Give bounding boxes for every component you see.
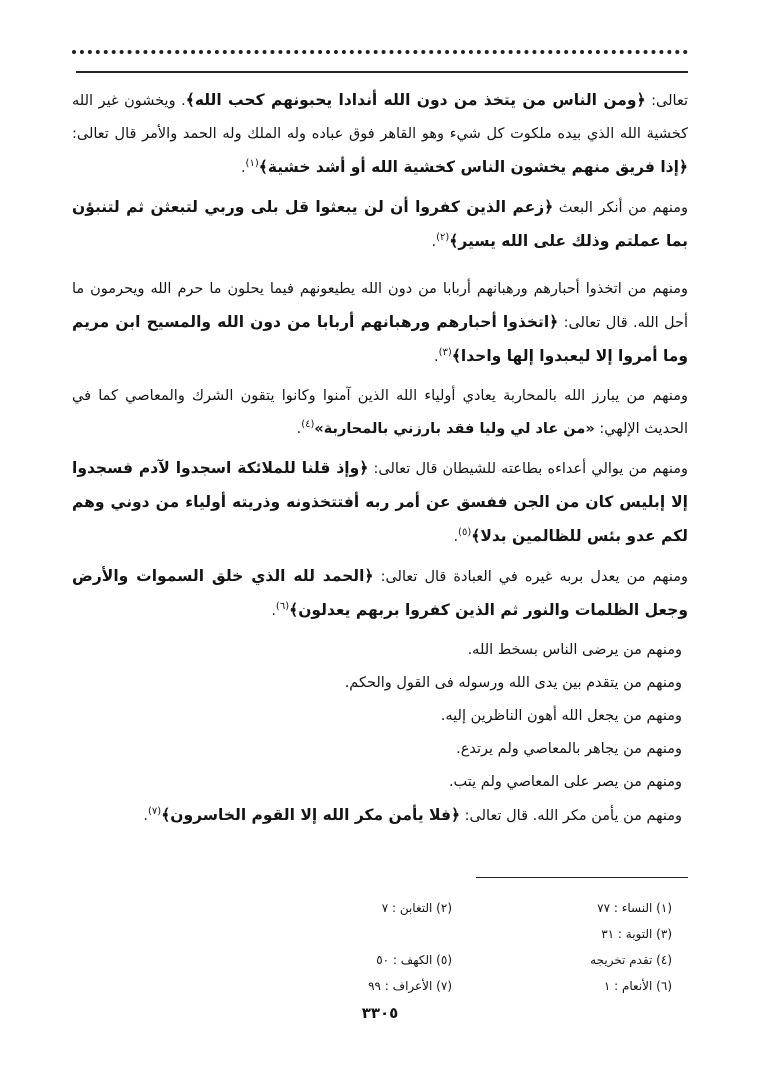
footnote-ref: (٦) [275, 601, 290, 613]
paragraph-1 [72, 84, 688, 185]
footnote-row [232, 973, 672, 999]
paragraph-text: . ويخشون غير الله كخشية الله الذي بيده ملكوت كل شيء وهو القاهر فوق عباده وله الملك وله الحمد والأمر قال تعالى: [72, 93, 688, 142]
footnote-ref: (٤) [301, 419, 315, 431]
footnote-ref: (٢) [436, 232, 450, 244]
paragraph-text: ومنهم من أنكر البعث [553, 200, 688, 216]
footnote-ref: (٧) [148, 806, 162, 818]
footnotes [232, 895, 672, 999]
footnote [232, 921, 452, 947]
paragraph-end: . [143, 808, 149, 824]
paragraph-text: ومنهم من اتخذوا أحبارهم ورهبانهم أربابا من دون الله يطيعونهم فيما يحلون ما حرم الله ويحرمون ما أحل الله. قال تعالى: [72, 281, 688, 331]
paragraph-end: . [431, 234, 437, 250]
footnote: (٥) الكهف : ٥٠ [376, 953, 452, 967]
quran-quote: ﴿وإذ قلنا للملائكة اسجدوا لآدم فسجدوا إلا إبليس كان من الجن ففسق عن أمر ربه أفتتخذونه وذريته أولياء من دوني وهم لكم عدو بئس للظالمين بدلا﴾ [72, 459, 688, 545]
quran-quote: ﴿فلا يأمن مكر الله إلا القوم الخاسرون﴾ [161, 806, 461, 824]
paragraph-text: ومنهم من يوالي أعداءه بطاعته للشيطان قال تعالى: [368, 461, 689, 477]
paragraph-2 [72, 191, 688, 259]
paragraph-6 [72, 560, 688, 628]
footnote: (١) النساء : ٧٧ [597, 901, 672, 915]
quran-quote: ﴿اتخذوا أحبارهم ورهبانهم أربابا من دون الله والمسيح ابن مريم وما أمروا إلا ليعبدوا إلها واحدا﴾ [72, 313, 688, 365]
footnote-row [232, 921, 672, 947]
paragraph-text: تعالى: [645, 93, 688, 109]
short-line: ومنهم من يصر على المعاصي ولم يتب. [448, 774, 682, 790]
footnote-row [232, 895, 672, 921]
quran-quote: ﴿إذا فريق منهم يخشون الناس كخشية الله أو أشد خشية﴾ [258, 158, 688, 176]
short-line: ومنهم من يرضى الناس بسخط الله. [467, 642, 682, 658]
footnote-separator [476, 877, 688, 878]
paragraph-4 [72, 380, 688, 446]
last-paragraph [72, 799, 688, 833]
footnote-ref: (٥) [458, 527, 472, 539]
paragraph-end: . [271, 603, 276, 619]
footnote: (٢) التغابن : ٧ [381, 901, 452, 915]
quran-quote: ﴿ومن الناس من يتخذ من دون الله أندادا يحبونهم كحب الله﴾ [185, 91, 646, 109]
footnote-ref: (٣) [438, 347, 452, 359]
paragraph-5 [72, 452, 688, 554]
footnote-ref: (١) [245, 158, 259, 170]
paragraph-text: ومنهم من يأمن مكر الله. قال تعالى: [460, 808, 682, 824]
paragraph-end: . [453, 529, 459, 545]
page-number: ٣٣٠٥ [361, 1004, 399, 1022]
short-line: ومنهم من يتقدم بين يدى الله ورسوله فى القول والحكم. [344, 675, 682, 691]
page-body [72, 84, 688, 833]
paragraph-text: ومنهم من يبارز الله بالمحاربة يعادي أولياء الله الذين آمنوا وكانوا يتقون الشرك والمعاصي كما في الحديث الإلهي: [72, 388, 688, 437]
quran-quote: ﴿زعم الذين كفروا أن لن يبعثوا قل بلى وربي لتبعثن ثم لتنبؤن بما عملتم وذلك على الله يسير﴾ [72, 198, 688, 250]
quran-quote: ﴿الحمد لله الذي خلق السموات والأرض وجعل الظلمات والنور ثم الذين كفروا بربهم يعدلون﴾ [72, 567, 688, 619]
paragraph-3 [72, 273, 688, 374]
footnote: (٤) تقدم تخريجه [590, 953, 672, 967]
hadith-quote: «من عاد لي وليا فقد بارزني بالمحاربة» [314, 421, 595, 437]
paragraph-text: ومنهم من يعدل بربه غيره في العبادة قال تعالى: [373, 569, 689, 585]
footnote: (٣) التوبة : ٣١ [601, 927, 672, 941]
short-line: ومنهم من يجاهر بالمعاصي ولم يرتدع. [456, 741, 682, 757]
paragraph-end: . [434, 349, 439, 365]
paragraph-end: . [296, 421, 302, 437]
header-dotted-rule [72, 50, 688, 54]
header-rule [76, 71, 688, 73]
footnote: (٦) الأنعام : ١ [603, 979, 672, 993]
paragraph-end: . [240, 160, 246, 176]
footnote-row [232, 947, 672, 973]
footnote: (٧) الأعراف : ٩٩ [368, 979, 452, 993]
short-line: ومنهم من يجعل الله أهون الناظرين إليه. [440, 708, 682, 724]
